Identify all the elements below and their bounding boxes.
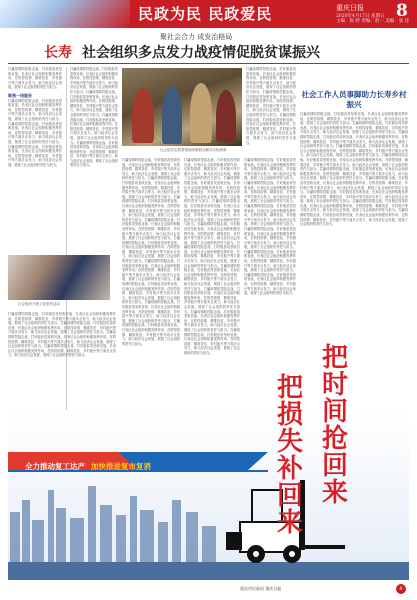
headline-place: 长寿 [44, 45, 72, 61]
page-number: 8 [396, 1, 408, 21]
column-text: 打赢疫情防控阻击战，打好脱贫攻坚收官战，长寿区社会组织积极发挥作用，在防控疫情、精准扶贫、乡村振兴等方面多点发力，助力经济社会发展，展现了社会组织的责任与担当。打赢疫情防控阻击战，打好脱贫攻坚收官战，长寿区社会组织积极发挥作用，在防控疫情、精准扶贫、乡村振兴等方面多点发力，助力经济社会发展，展现了社会组织的责任与担当。打赢疫情防控阻击战，打好脱贫攻坚收官战，长寿区社会组织积极发挥作用，在防控疫情、精准扶贫、乡村振兴等方面多点发力，助力经济社会发展，展现了社会组织的责任与担当。打赢疫情防控阻击战，打好脱贫攻坚收官战，长寿区社会组织积极发挥作用，在防控疫情、精准扶贫、乡村振兴等方面多点发力，助力经济社会发展，展现了社会组织的责任与担当。 [70, 67, 118, 168]
call-to-action-left: 把 损 失 补 回 来 [276, 373, 303, 538]
article-subhead: 社会工作人员事脚助力长寿乡村振兴 [301, 90, 407, 109]
subhead-box [300, 90, 408, 110]
issue-meta [336, 14, 412, 24]
article-photo-secondary [8, 255, 110, 300]
column-text: 打赢疫情防控阻击战，打好脱贫攻坚收官战，长寿区社会组织积极发挥作用，在防控疫情、精准扶贫、乡村振兴等方面多点发力，助力经济社会发展，展现了社会组织的责任与担当。打赢疫情防控阻击战，打好脱贫攻坚收官战，长寿区社会组织积极发挥作用，在防控疫情、精准扶贫、乡村振兴等方面多点发力，助力经济社会发展，展现了社会组织的责任与担当。打赢疫情防控阻击战，打好脱贫攻坚收官战，长寿区社会组织积极发挥作用，在防控疫情、精准扶贫、乡村振兴等方面多点发力，助力经济社会发展，展现了社会组织的责任与担当。打赢疫情防控阻击战，打好脱贫攻坚收官战，长寿区社会组织积极发挥作用，在防控疫情、精准扶贫、乡村振兴等方面多点发力，助力经济社会发展，展现了社会组织的责任与担当。打赢疫情防控阻击战，打好脱贫攻坚收官战，长寿区社会组织积极发挥作用，在防控疫情、精准扶贫、乡村振兴等方面多点发力，助力经济社会发展，展现了社会组织的责任与担当。打赢疫情防控阻击战，打好脱贫攻坚收官战，长寿区社会组织积极发挥作用，在防控疫情、精准扶贫、乡村振兴等方面多点发力，助力经济社会发展，展现了社会组织的责任与担当。打赢疫情防控阻击战，打好脱贫攻坚收官战，长寿区社会组织积极发挥作用，在防控疫情、精准扶贫、乡村振兴等方面多点发力，助力经济社会发展，展现了社会组织的责任与担当。打赢疫情防控阻击战，打好脱贫攻坚收官战，长寿区社会组织积极发挥作用，在防控疫情、精准扶贫、乡村振兴等方面多点发力，助力经济社会发展，展现了社会组织的责任与担当。打赢疫情防控阻击战，打好脱贫攻坚收官战，长寿区社会组织积极发挥作用，在防控疫情、精准扶贫、乡村振兴等方面多点发力，助力经济社会发展，展现了社会组织的责任与担当。 [122, 158, 180, 346]
article-kicker: 聚社会合力 成发治格局 [160, 33, 233, 41]
article-headline [44, 42, 320, 62]
column-text: 打赢疫情防控阻击战，打好脱贫攻坚收官战，长寿区社会组织积极发挥作用，在防控疫情、精准扶贫、乡村振兴等方面多点发力，助力经济社会发展，展现了社会组织的责任与担当。打赢疫情防控阻击战，打好脱贫攻坚收官战，长寿区社会组织积极发挥作用，在防控疫情、精准扶贫、乡村振兴等方面多点发力，助力经济社会发展，展现了社会组织的责任与担当。打赢疫情防控阻击战，打好脱贫攻坚收官战，长寿区社会组织积极发挥作用，在防控疫情、精准扶贫、乡村振兴等方面多点发力，助力经济社会发展，展现了社会组织的责任与担当。 [246, 67, 296, 145]
section-title: 民政为民 民政爱民 [138, 5, 273, 23]
photo-caption: 社会组织志愿者帮助困难群众解决实际困难 [160, 148, 227, 152]
call-to-action-right: 把 时 间 抢 回 来 [321, 343, 348, 508]
headline-rule [8, 63, 409, 64]
footer-page-badge: 8 [396, 584, 406, 594]
column-text: 打赢疫情防控阻击战，打好脱贫攻坚收官战，长寿区社会组织积极发挥作用，在防控疫情、精准扶贫、乡村振兴等方面多点发力，助力经济社会发展，展现了社会组织的责任与担当。打赢疫情防控阻击战，打好脱贫攻坚收官战，长寿区社会组织积极发挥作用，在防控疫情、精准扶贫、乡村振兴等方面多点发力，助力经济社会发展，展现了社会组织的责任与担当。打赢疫情防控阻击战，打好脱贫攻坚收官战，长寿区社会组织积极发挥作用，在防控疫情、精准扶贫、乡村振兴等方面多点发力，助力经济社会发展，展现了社会组织的责任与担当。打赢疫情防控阻击战，打好脱贫攻坚收官战，长寿区社会组织积极发挥作用，在防控疫情、精准扶贫、乡村振兴等方面多点发力，助力经济社会发展，展现了社会组织的责任与担当。打赢疫情防控阻击战，打好脱贫攻坚收官战，长寿区社会组织积极发挥作用，在防控疫情、精准扶贫、乡村振兴等方面多点发力，助力经济社会发展，展现了社会组织的责任与担当。打赢疫情防控阻击战，打好脱贫攻坚收官战，长寿区社会组织积极发挥作用，在防控疫情、精准扶贫、乡村振兴等方面多点发力，助力经济社会发展，展现了社会组织的责任与担当。 [244, 158, 296, 296]
page-footer: 重庆市民政局 重庆日报 [240, 586, 282, 591]
banner-decoration [0, 0, 130, 28]
headline-text: 社会组织多点发力战疫情促脱贫谋振兴 [82, 45, 320, 61]
newspaper-logo: 重庆日报 [336, 4, 364, 12]
left-column-text: 打赢疫情防控阻击战，打好脱贫攻坚收官战，长寿区社会组织积极发挥作用，在防控疫情、精准扶贫、乡村振兴等方面多点发力，助力经济社会发展，展现了社会组织的责任与担当。 聚焦一线服务 打赢疫情防控阻击战，打好脱贫攻坚收官战，长寿区社会组织积极发挥作用，在防控疫情、精准扶贫、乡村振兴等方面多点发力，助力经济社会发展，展现了社会组织的责任与担当。 打赢疫情防控阻击战，打好脱贫攻坚收官战，长寿区社会组织积极发挥作用，在防控疫情、精准扶贫、乡村振兴等方面多点发力，助力经济社会发展，展现了社会组织的责任与担当。 打赢疫情防控阻击战，打好脱贫攻坚收官战，长寿区社会组织积极发挥作用，在防控疫情、精准扶贫、乡村振兴等方面多点发力，助力经济社会发展，展现了社会组织的责任与担当。 [8, 67, 62, 167]
column-text: 打赢疫情防控阻击战，打好脱贫攻坚收官战，长寿区社会组织积极发挥作用，在防控疫情、精准扶贫、乡村振兴等方面多点发力，助力经济社会发展，展现了社会组织的责任与担当。打赢疫情防控阻击战，打好脱贫攻坚收官战，长寿区社会组织积极发挥作用，在防控疫情、精准扶贫、乡村振兴等方面多点发力，助力经济社会发展，展现了社会组织的责任与担当。打赢疫情防控阻击战，打好脱贫攻坚收官战，长寿区社会组织积极发挥作用，在防控疫情、精准扶贫、乡村振兴等方面多点发力，助力经济社会发展，展现了社会组织的责任与担当。打赢疫情防控阻击战，打好脱贫攻坚收官战，长寿区社会组织积极发挥作用，在防控疫情、精准扶贫、乡村振兴等方面多点发力，助力经济社会发展，展现了社会组织的责任与担当。 [8, 312, 116, 358]
meta-line: 2020年4月17日 星期五 [336, 14, 385, 19]
promo-slogan: 全力推动复工达产 加快推进复市复消 [25, 462, 151, 471]
meta-line: 主编：陈 婷 责编：赵一 美编：张 佳 [336, 19, 410, 24]
column-text: 打赢疫情防控阻击战，打好脱贫攻坚收官战，长寿区社会组织积极发挥作用，在防控疫情、精准扶贫、乡村振兴等方面多点发力，助力经济社会发展，展现了社会组织的责任与担当。打赢疫情防控阻击战，打好脱贫攻坚收官战，长寿区社会组织积极发挥作用，在防控疫情、精准扶贫、乡村振兴等方面多点发力，助力经济社会发展，展现了社会组织的责任与担当。打赢疫情防控阻击战，打好脱贫攻坚收官战，长寿区社会组织积极发挥作用，在防控疫情、精准扶贫、乡村振兴等方面多点发力，助力经济社会发展，展现了社会组织的责任与担当。打赢疫情防控阻击战，打好脱贫攻坚收官战，长寿区社会组织积极发挥作用，在防控疫情、精准扶贫、乡村振兴等方面多点发力，助力经济社会发展，展现了社会组织的责任与担当。打赢疫情防控阻击战，打好脱贫攻坚收官战，长寿区社会组织积极发挥作用，在防控疫情、精准扶贫、乡村振兴等方面多点发力，助力经济社会发展，展现了社会组织的责任与担当。打赢疫情防控阻击战，打好脱贫攻坚收官战，长寿区社会组织积极发挥作用，在防控疫情、精准扶贫、乡村振兴等方面多点发力，助力经济社会发展，展现了社会组织的责任与担当。打赢疫情防控阻击战，打好脱贫攻坚收官战，长寿区社会组织积极发挥作用，在防控疫情、精准扶贫、乡村振兴等方面多点发力，助力经济社会发展，展现了社会组织的责任与担当。打赢疫情防控阻击战，打好脱贫攻坚收官战，长寿区社会组织积极发挥作用，在防控疫情、精准扶贫、乡村振兴等方面多点发力，助力经济社会发展，展现了社会组织的责任与担当。打赢疫情防控阻击战，打好脱贫攻坚收官战，长寿区社会组织积极发挥作用，在防控疫情、精准扶贫、乡村振兴等方面多点发力，助力经济社会发展，展现了社会组织的责任与担当。打赢疫情防控阻击战，打好脱贫攻坚收官战，长寿区社会组织积极发挥作用，在防控疫情、精准扶贫、乡村振兴等方面多点发力，助力经济社会发展，展现了社会组织的责任与担当。 [300, 112, 408, 227]
side-subhead: 聚焦一线服务 [8, 92, 32, 98]
column-text: 打赢疫情防控阻击战，打好脱贫攻坚收官战，长寿区社会组织积极发挥作用，在防控疫情、精准扶贫、乡村振兴等方面多点发力，助力经济社会发展，展现了社会组织的责任与担当。打赢疫情防控阻击战，打好脱贫攻坚收官战，长寿区社会组织积极发挥作用，在防控疫情、精准扶贫、乡村振兴等方面多点发力，助力经济社会发展，展现了社会组织的责任与担当。打赢疫情防控阻击战，打好脱贫攻坚收官战，长寿区社会组织积极发挥作用，在防控疫情、精准扶贫、乡村振兴等方面多点发力，助力经济社会发展，展现了社会组织的责任与担当。打赢疫情防控阻击战，打好脱贫攻坚收官战，长寿区社会组织积极发挥作用，在防控疫情、精准扶贫、乡村振兴等方面多点发力，助力经济社会发展，展现了社会组织的责任与担当。打赢疫情防控阻击战，打好脱贫攻坚收官战，长寿区社会组织积极发挥作用，在防控疫情、精准扶贫、乡村振兴等方面多点发力，助力经济社会发展，展现了社会组织的责任与担当。打赢疫情防控阻击战，打好脱贫攻坚收官战，长寿区社会组织积极发挥作用，在防控疫情、精准扶贫、乡村振兴等方面多点发力，助力经济社会发展，展现了社会组织的责任与担当。打赢疫情防控阻击战，打好脱贫攻坚收官战，长寿区社会组织积极发挥作用，在防控疫情、精准扶贫、乡村振兴等方面多点发力，助力经济社会发展，展现了社会组织的责任与担当。打赢疫情防控阻击战，打好脱贫攻坚收官战，长寿区社会组织积极发挥作用，在防控疫情、精准扶贫、乡村振兴等方面多点发力，助力经济社会发展，展现了社会组织的责任与担当。打赢疫情防控阻击战，打好脱贫攻坚收官战，长寿区社会组织积极发挥作用，在防控疫情、精准扶贫、乡村振兴等方面多点发力，助力经济社会发展，展现了社会组织的责任与担当。 [184, 158, 240, 355]
article-photo-main [122, 68, 242, 146]
photo-caption: 社会组织开展文化惠民活动 [18, 302, 60, 306]
